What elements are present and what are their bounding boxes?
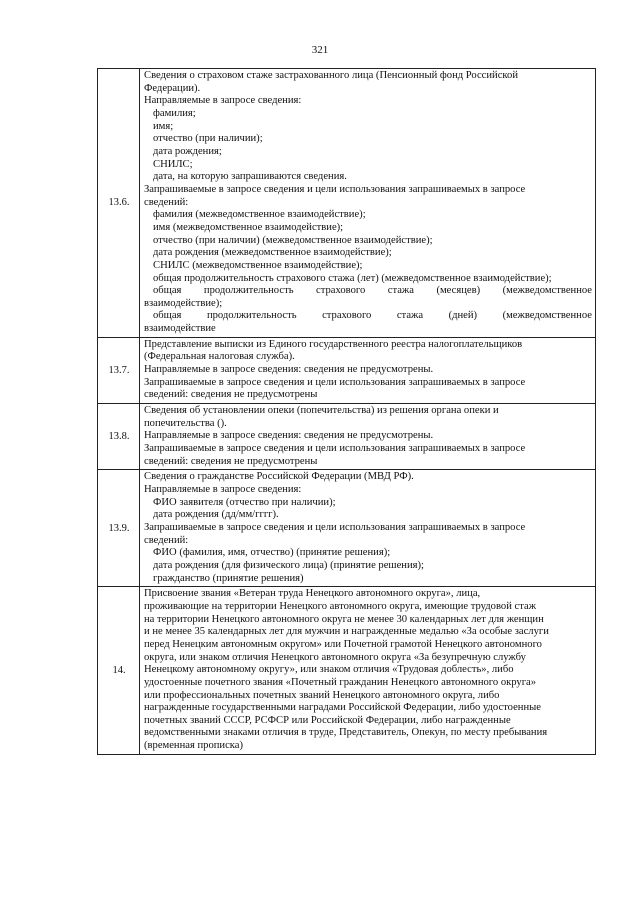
content-line: гражданство (принятие решения) <box>153 572 304 584</box>
content-word: страхового <box>316 285 366 297</box>
row-content <box>140 337 596 403</box>
content-line: ФИО (фамилия, имя, отчество) (принятие решения); <box>153 547 391 559</box>
table-row <box>98 470 596 587</box>
content-line: на территории Ненецкого автономного округа не менее 30 календарных лет для женщин <box>144 613 544 625</box>
content-word: (месяцев) <box>436 285 481 297</box>
content-word: страхового <box>322 310 372 322</box>
table-row <box>98 587 596 755</box>
row-number: 13.6. <box>98 69 140 338</box>
row-content <box>140 470 596 587</box>
content-word: продолжительность <box>203 285 294 297</box>
row-number: 13.7. <box>98 337 140 403</box>
content-word: (межведомственное <box>502 310 592 322</box>
row-content <box>140 587 596 755</box>
content-line <box>144 285 592 298</box>
content-line: сведений: сведения не предусмотрены <box>144 389 318 401</box>
content-word: (дней) <box>448 310 478 322</box>
content-line: сведений: <box>144 534 189 546</box>
content-line: дата рождения; <box>153 145 222 157</box>
content-line: фамилия (межведомственное взаимодействие); <box>153 209 366 221</box>
row-number: 14. <box>98 587 140 755</box>
content-line: сведений: <box>144 196 189 208</box>
content-line: Сведения о гражданстве Российской Федерации (МВД РФ). <box>144 471 414 483</box>
content-line: Федерации). <box>144 82 201 94</box>
content-line: Представление выписки из Единого государственного реестра налогоплательщиков <box>144 338 523 350</box>
content-line: имя (межведомственное взаимодействие); <box>153 221 344 233</box>
page-number: 321 <box>311 44 329 56</box>
content-line: Сведения о страховом стаже застрахованного лица (Пенсионный фонд Российской <box>144 70 518 81</box>
content-line: и не менее 35 календарных лет для мужчин и награжденные медалью «За особые заслуги <box>144 626 549 638</box>
content-word: общая <box>153 310 182 322</box>
content-line: СНИЛС; <box>153 158 193 170</box>
content-line: попечительства (). <box>144 417 227 429</box>
content-line: имя; <box>153 120 174 132</box>
content-line: Ненецкому автономному округу», или знаком отличия «Трудовая доблесть», либо <box>144 664 514 676</box>
content-word: продолжительность <box>206 310 297 322</box>
content-line: дата рождения (дд/мм/гггг). <box>153 509 279 521</box>
content-line: Присвоение звания «Ветеран труда Ненецкого автономного округа», лица, <box>144 588 481 600</box>
content-line: награжденные государственными наградами Российской Федерации, либо удостоенные <box>144 702 541 714</box>
content-line: дата рождения (межведомственное взаимодействие); <box>153 247 392 259</box>
table-row <box>98 69 596 338</box>
content-line: (временная прописка) <box>144 740 244 752</box>
content-line: почетных званий СССР, РСФСР или Российской Федерации, либо награжденные <box>144 714 511 726</box>
content-line: проживающие на территории Ненецкого автономного округа, имеющие трудовой стаж <box>144 600 537 612</box>
content-word: общая <box>153 285 182 297</box>
content-line: Запрашиваемые в запросе сведения и цели использования запрашиваемых в запросе <box>144 183 526 195</box>
content-line: Направляемые в запросе сведения: <box>144 95 302 107</box>
content-line: ФИО заявителя (отчество при наличии); <box>153 496 336 508</box>
content-word: стажа <box>387 285 414 297</box>
content-word: (межведомственное <box>502 285 592 297</box>
table-row <box>98 404 596 470</box>
table-row <box>98 337 596 403</box>
content-line: взаимодействие <box>144 323 216 335</box>
content-line: перед Ненецким автономным округом» или Почетной грамотой Ненецкого автономного <box>144 638 542 650</box>
content-line: отчество (при наличии) (межведомственное взаимодействие); <box>153 234 433 246</box>
content-line: Направляемые в запросе сведения: сведения не предусмотрены. <box>144 430 434 442</box>
content-word: стажа <box>396 310 424 322</box>
content-line <box>144 310 592 323</box>
content-line: (Федеральная налоговая служба). <box>144 351 295 363</box>
content-line: Запрашиваемые в запросе сведения и цели использования запрашиваемых в запросе <box>144 521 526 533</box>
content-line: дата, на которую запрашиваются сведения. <box>153 171 347 183</box>
content-line: Запрашиваемые в запросе сведения и цели использования запрашиваемых в запросе <box>144 376 526 388</box>
content-line: СНИЛС (межведомственное взаимодействие); <box>153 259 363 271</box>
content-line: фамилия; <box>153 107 196 119</box>
row-content <box>140 69 596 338</box>
row-number: 13.9. <box>98 470 140 587</box>
content-line: дата рождения (для физического лица) (принятие решения); <box>153 559 424 571</box>
row-number: 13.8. <box>98 404 140 470</box>
services-table <box>97 68 596 755</box>
content-line: отчество (при наличии); <box>153 133 263 145</box>
content-line: общая продолжительность страхового стажа (лет) (межведомственное взаимодействие); <box>153 272 552 284</box>
content-line: Запрашиваемые в запросе сведения и цели использования запрашиваемых в запросе <box>144 443 526 455</box>
content-line: удостоенные почетного звания «Почетный гражданин Ненецкого автономного округа» <box>144 676 537 688</box>
content-line: Сведения об установлении опеки (попечительства) из решения органа опеки и <box>144 405 499 417</box>
row-content <box>140 404 596 470</box>
content-line: или профессиональных почетных званий Ненецкого автономного округа, либо <box>144 689 500 701</box>
content-line: сведений: сведения не предусмотрены <box>144 455 318 467</box>
content-line: округа, или знаком отличия Ненецкого автономного округа «За безупречную службу <box>144 651 526 663</box>
content-line: взаимодействие); <box>144 297 223 309</box>
content-line: Направляемые в запросе сведения: <box>144 484 302 495</box>
content-line: Направляемые в запросе сведения: сведения не предусмотрены. <box>144 364 434 376</box>
content-line: ведомственными знаками отличия в труде, Представитель, Опекун, по месту пребывания <box>144 727 548 739</box>
